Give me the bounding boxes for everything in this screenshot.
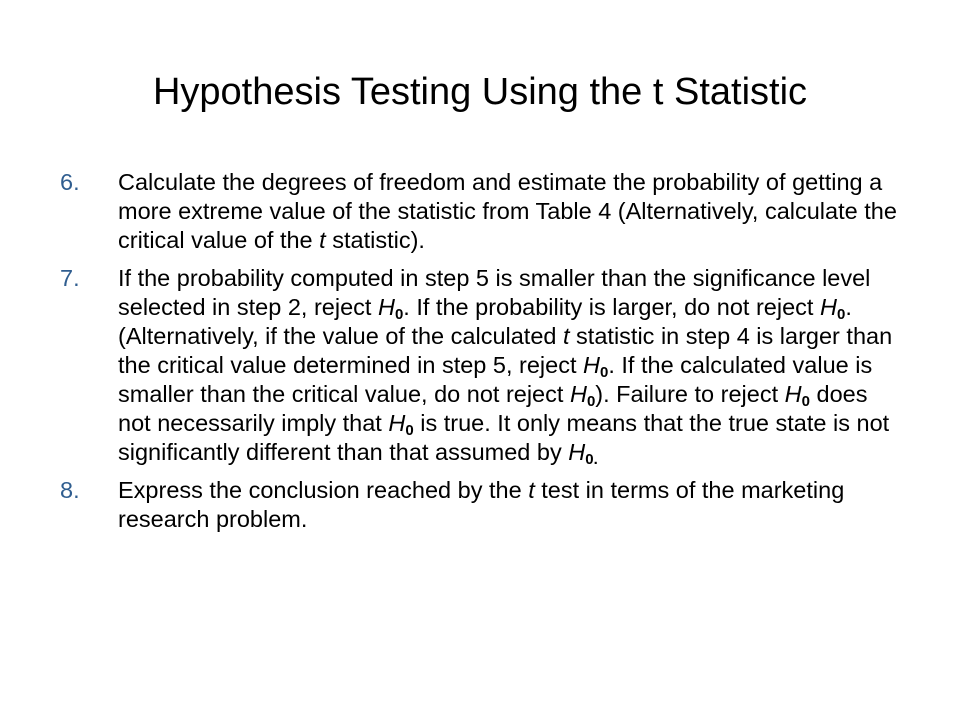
italic-text: t	[319, 227, 326, 253]
italic-text: H	[388, 410, 406, 436]
subscript-text: 0	[836, 306, 846, 323]
numbered-list	[60, 168, 900, 543]
italic-text: H	[569, 381, 587, 407]
text-run: . If the probability is larger, do not reject	[403, 294, 820, 320]
subscript-text: 0.	[585, 451, 598, 468]
list-item	[60, 264, 900, 467]
item-number: 6.	[60, 169, 80, 195]
italic-text: t	[563, 323, 570, 349]
text-run: does not necessarily imply that	[118, 381, 868, 436]
subscript-text: 0	[405, 422, 414, 439]
item-text	[118, 264, 900, 467]
text-run: Calculate the degrees of freedom and estimate the probability of getting a more extreme value of the statistic from Table 4 (Alternatively, calculate the critical value of the	[118, 169, 897, 253]
text-run: is true. It only means that the true state is not significantly different than that assumed by	[118, 410, 890, 465]
italic-text: H	[819, 294, 837, 320]
text-run: . (Alternatively, if the value of the calculated	[118, 294, 852, 349]
subscript-text: 0	[586, 393, 596, 410]
subscript-text: 0	[801, 393, 810, 410]
text-run: test in terms of the marketing research problem.	[118, 477, 845, 532]
slide-title: Hypothesis Testing Using the t Statistic	[152, 71, 808, 113]
text-run: . If the calculated value is smaller than the critical value, do not reject	[118, 352, 873, 407]
italic-text: H	[568, 439, 586, 465]
item-number: 7.	[60, 265, 80, 291]
list-item	[60, 168, 900, 255]
item-text	[118, 476, 900, 534]
text-run: statistic in step 4 is larger than the critical value determined in step 5, reject	[118, 323, 893, 378]
subscript-text: 0	[394, 306, 404, 323]
text-run: If the probability computed in step 5 is smaller than the significance level selected in step 2, reject	[118, 265, 871, 320]
subscript-text: 0	[600, 364, 609, 381]
item-text	[118, 168, 900, 255]
text-run: statistic).	[325, 227, 425, 253]
italic-text: t	[528, 477, 535, 503]
text-run: ). Failure to reject	[595, 381, 785, 407]
text-run: Express the conclusion reached by the	[118, 477, 529, 503]
italic-text: H	[377, 294, 395, 320]
item-number: 8.	[60, 477, 80, 503]
italic-text: H	[784, 381, 802, 407]
list-item	[60, 476, 900, 534]
italic-text: H	[583, 352, 600, 378]
